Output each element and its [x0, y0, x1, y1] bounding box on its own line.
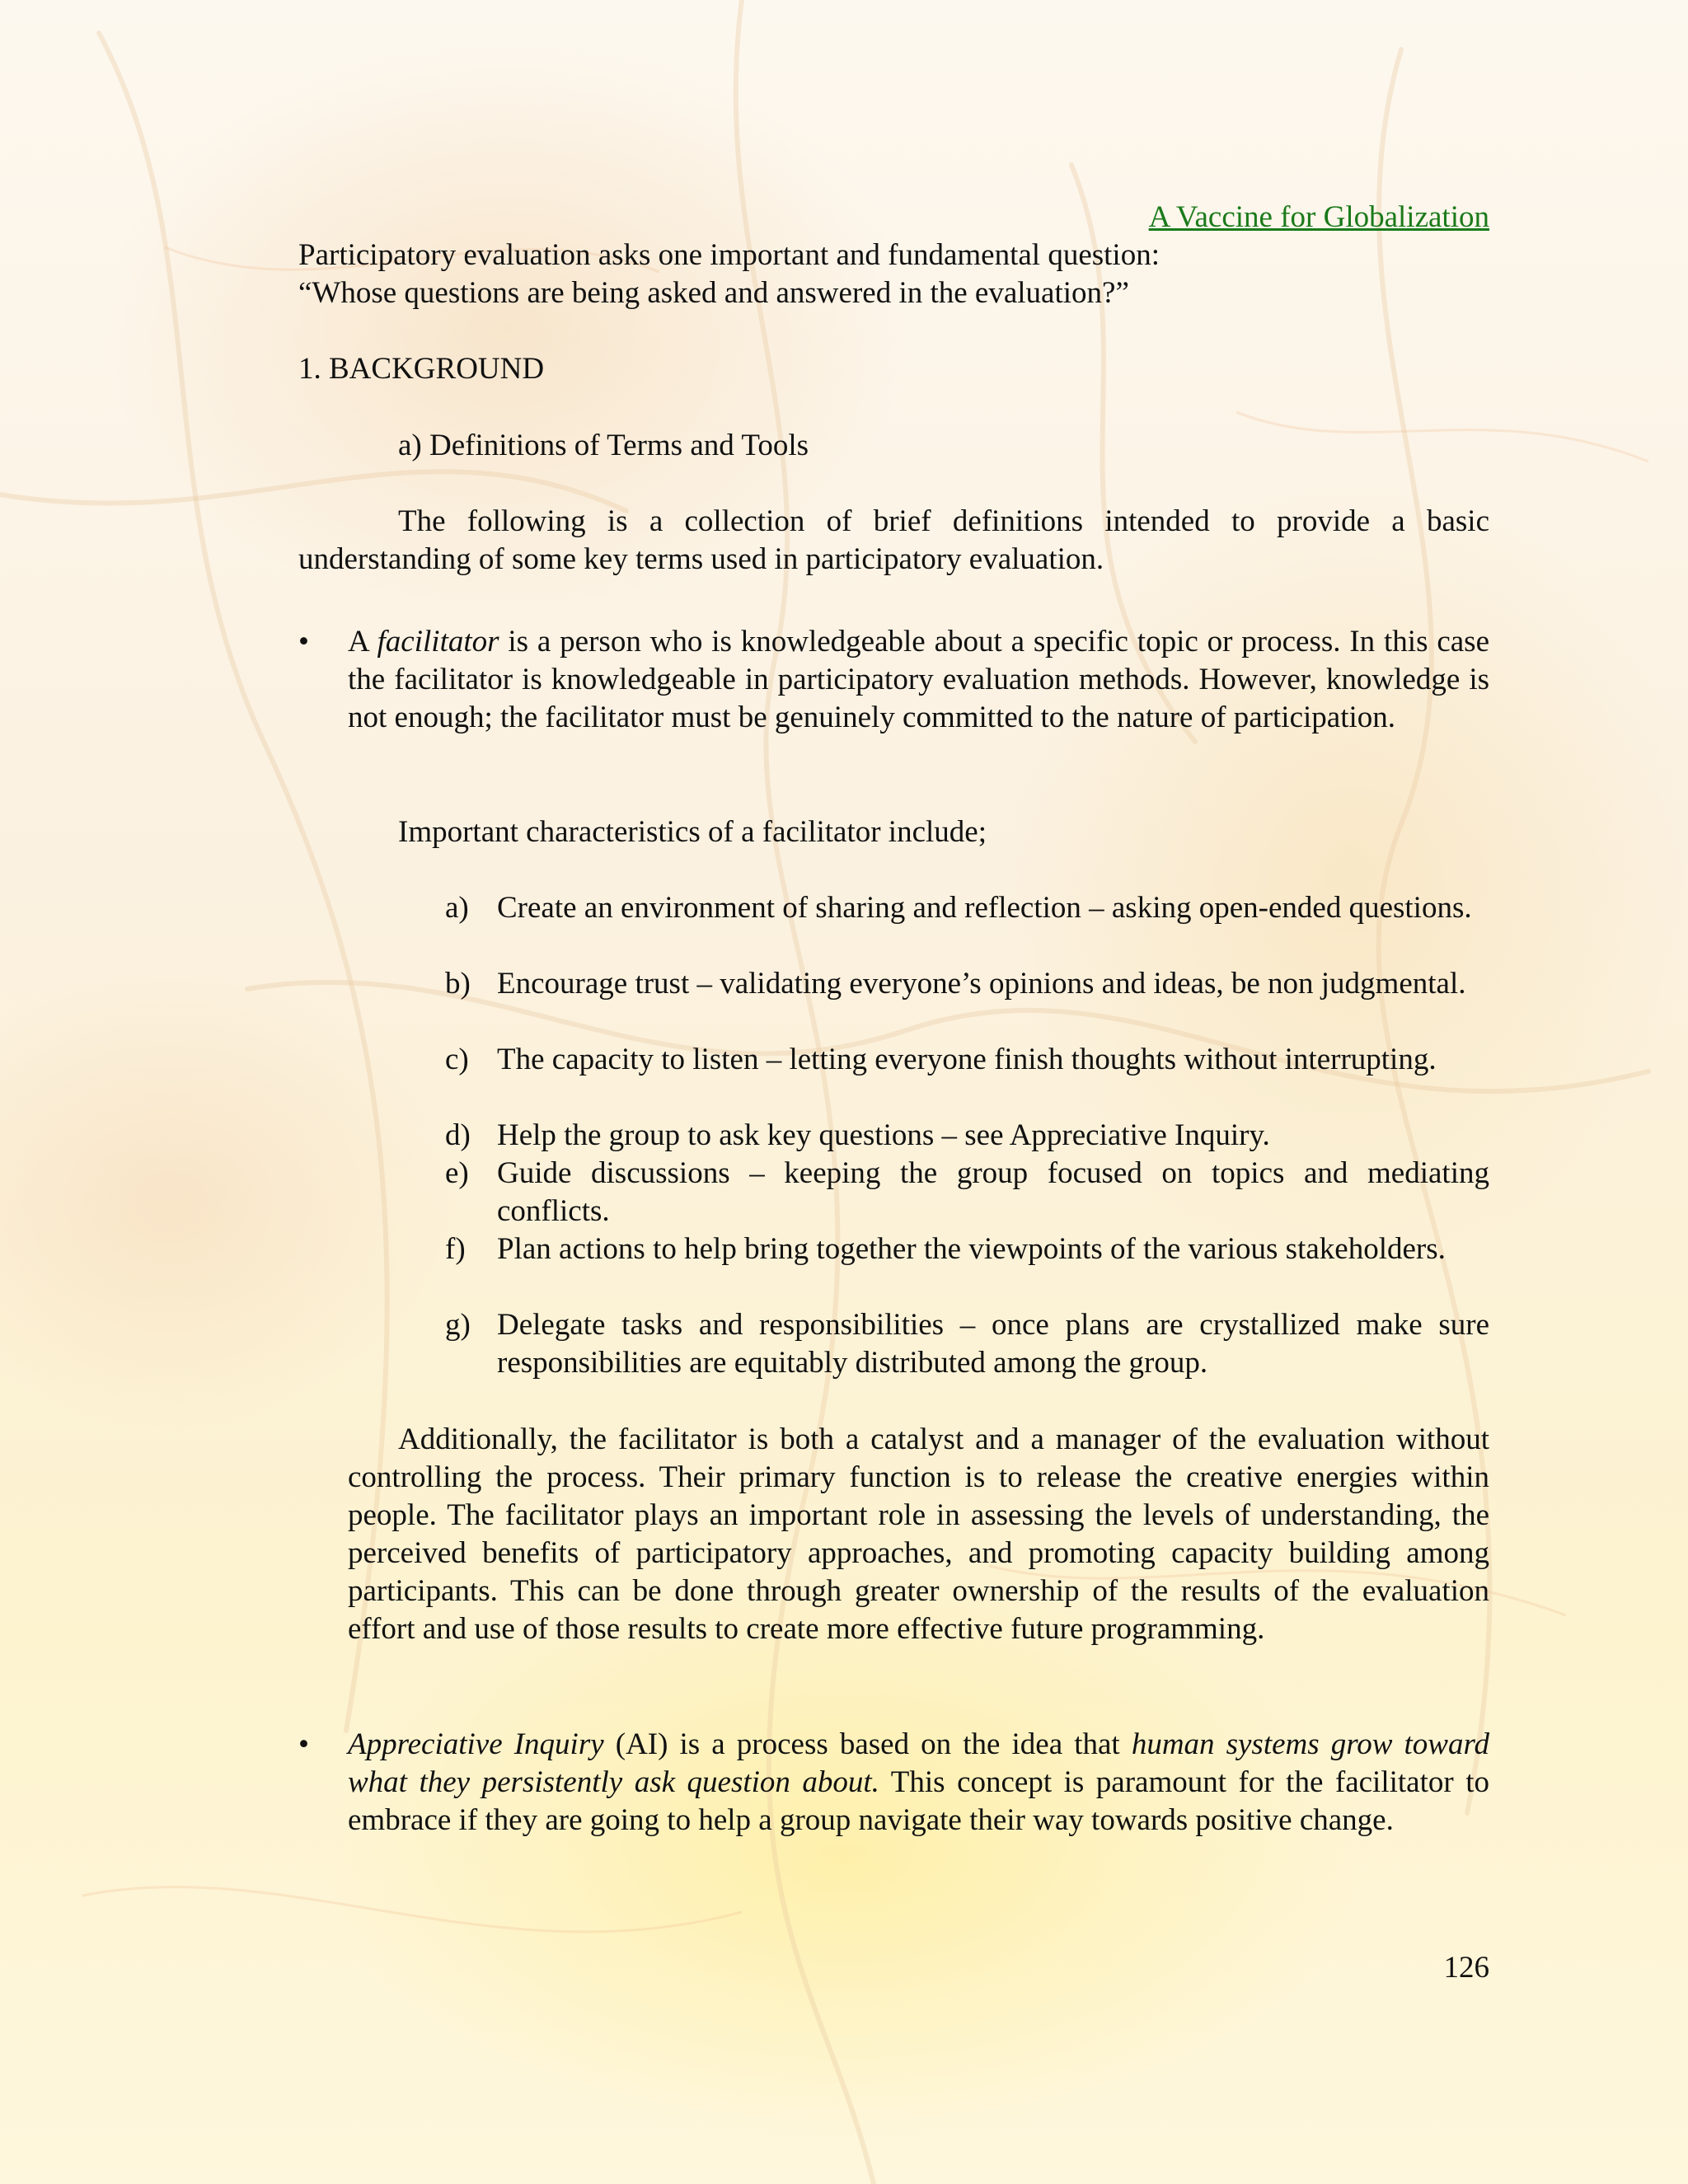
ai-text-a: (AI) is a process based on the idea that: [603, 1727, 1132, 1761]
ai-term: Appreciative Inquiry: [348, 1727, 604, 1761]
list-text: Encourage trust – validating everyone’s opinions and ideas, be non judgmental.: [497, 967, 1466, 1001]
characteristic-item: [445, 1155, 1489, 1230]
characteristics-intro: Important characteristics of a facilitator include;: [398, 815, 987, 849]
characteristic-item: [445, 1117, 1489, 1155]
definitions-intro-paragraph: The following is a collection of brief definitions intended to provide a basic understanding of some key terms used in participatory evaluation.: [298, 504, 1489, 576]
list-letter: g): [445, 1308, 471, 1342]
list-text: The capacity to listen – letting everyone finish thoughts without interrupting.: [497, 1043, 1437, 1076]
characteristic-item: [445, 965, 1489, 1003]
facilitator-text: is a person who is knowledgeable about a specific topic or process. In this case the facilitator is knowledgeable in participatory evaluation methods. However, knowledge is not enough; the facilitator must be genuinely committed to the nature of participation.: [348, 625, 1489, 734]
intro-line-2: “Whose questions are being asked and answered in the evaluation?”: [298, 276, 1129, 310]
list-letter: e): [445, 1156, 469, 1190]
characteristic-item: [445, 1306, 1489, 1382]
list-text: Delegate tasks and responsibilities – once plans are crystallized make sure responsibilities are equitably distributed among the group.: [497, 1308, 1489, 1380]
list-letter: b): [445, 967, 471, 1001]
facilitator-additional-paragraph: Additionally, the facilitator is both a catalyst and a manager of the evaluation without controlling the process. Their primary function is to release the creative energies within people. The facilitator plays an important role in assessing the levels of understanding, the perceived benefits of participatory approaches, and promoting capacity building among participants. This can be done through greater ownership of the results of the evaluation effort and use of those results to create more effective future programming.: [348, 1422, 1489, 1646]
page-number: 126: [1443, 1951, 1489, 1985]
list-text: Plan actions to help bring together the viewpoints of the various stakeholders.: [497, 1232, 1446, 1266]
facilitator-lead: A: [348, 625, 377, 658]
list-letter: f): [445, 1232, 466, 1266]
bullet-marker: •: [298, 1727, 309, 1761]
ai-text-b: This concept is paramount for the facilitator to embrace if they are going to help a group navigate their way towards positive change.: [348, 1765, 1489, 1837]
characteristic-item: [445, 889, 1489, 927]
list-text: Create an environment of sharing and reflection – asking open-ended questions.: [497, 891, 1472, 925]
list-letter: d): [445, 1118, 471, 1152]
list-letter: a): [445, 891, 469, 925]
characteristic-item: [445, 1041, 1489, 1079]
list-text: Help the group to ask key questions – see Appreciative Inquiry.: [497, 1118, 1270, 1152]
facilitator-term: facilitator: [377, 625, 499, 658]
bullet-marker: •: [298, 625, 309, 658]
list-letter: c): [445, 1043, 469, 1076]
intro-line-1: Participatory evaluation asks one important and fundamental question:: [298, 238, 1160, 272]
running-title-link[interactable]: A Vaccine for Globalization: [1148, 200, 1489, 234]
facilitator-definition: [348, 623, 1489, 737]
characteristic-item: [445, 1230, 1489, 1268]
section-heading: 1. BACKGROUND: [298, 352, 545, 386]
appreciative-inquiry-definition: [348, 1726, 1489, 1840]
section-subheading: a) Definitions of Terms and Tools: [398, 429, 809, 462]
ai-emphasis: human systems grow toward what they persistently ask question about.: [348, 1727, 1490, 1799]
list-text: Guide discussions – keeping the group focused on topics and mediating conflicts.: [497, 1156, 1489, 1228]
